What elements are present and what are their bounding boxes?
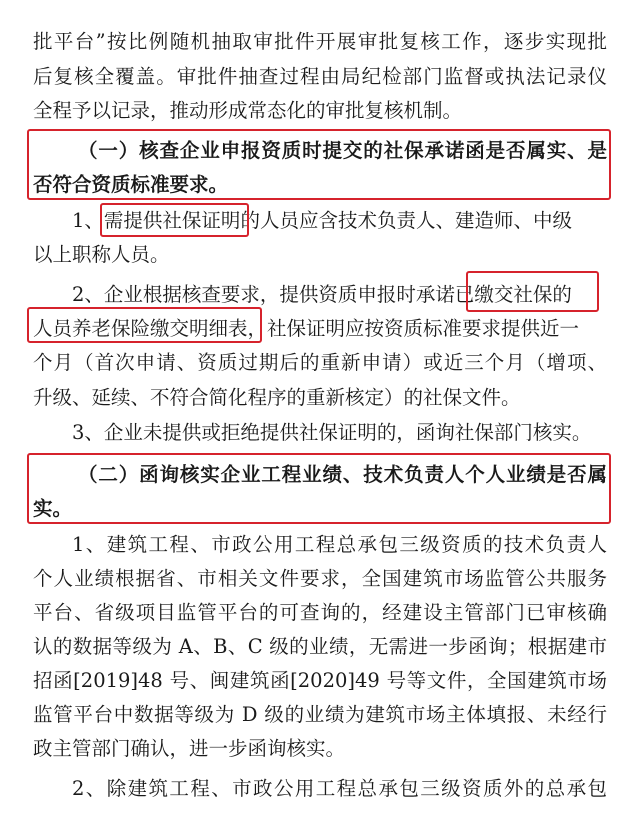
paragraph-line: 招函[2019]48 号、闽建筑函[2020]49 号等文件，全国建筑市场 [33, 669, 607, 692]
paragraph-line: 个人业绩根据省、市相关文件要求，全国建筑市场监管公共服务 [33, 567, 607, 590]
item-2-line-2 [33, 314, 607, 344]
highlight-social-security-proof: 需提供社保证明 [103, 209, 241, 232]
paragraph-line: 监管平台中数据等级为 D 级的业绩为建筑市场主体填报、未经行 [33, 703, 607, 726]
section-heading-2-line-2: 实。 [33, 497, 73, 520]
paragraph-line: 1、建筑工程、市政公用工程总承包三级资质的技术负责人 [72, 533, 607, 556]
paragraph-line: 2、除建筑工程、市政公用工程总承包三级资质外的总承包 [72, 777, 607, 800]
paragraph-line: 升级、延续、不符合简化程序的重新核定）的社保文件。 [33, 386, 521, 409]
paragraph-line: 全程予以记录，推动形成常态化的审批复核机制。 [33, 99, 463, 122]
section-heading-1-line-2: 否符合资质标准要求。 [33, 173, 229, 196]
paragraph-line: 批平台”按比例随机抽取审批件开展审批复核工作，逐步实现批 [33, 30, 607, 53]
item-text: ，社保证明应按资质标准要求提供近一 [247, 317, 580, 340]
section-heading-2-line-1: （二）函询核实企业工程业绩、技术负责人个人业绩是否属 [78, 463, 607, 486]
item-3: 3、企业未提供或拒绝提供社保证明的，函询社保部门核实。 [72, 421, 592, 444]
paragraph-line: 政主管部门确认，进一步函询核实。 [33, 737, 346, 760]
item-number: 1、 [72, 209, 104, 232]
paragraph-line: 平台、省级项目监管平台的可查询的，经建设主管部门已审核确 [33, 601, 607, 624]
paragraph-line: 个月（首次申请、资质过期后的重新申请）或近三个月（增项、 [33, 351, 607, 374]
paragraph-line: 后复核全覆盖。审批件抽查过程由局纪检部门监督或执法记录仪 [33, 65, 607, 88]
paragraph-line: 以上职称人员。 [33, 243, 170, 266]
highlight-pension-detail: 人员养老保险缴交明细表 [33, 317, 248, 340]
item-1-line-1 [72, 206, 607, 236]
item-text: 2、企业根据核查要求，提供资质申报时承诺 [72, 283, 455, 306]
item-text: 的人员应含技术负责人、建造师、中级 [240, 209, 572, 232]
section-heading-1-line-1: （一）核查企业申报资质时提交的社保承诺函是否属实、是 [78, 139, 607, 162]
highlight-paid-social-security: 已缴交社保的 [454, 283, 572, 306]
item-2-line-1 [72, 280, 607, 310]
paragraph-line: 认的数据等级为 A、B、C 级的业绩，无需进一步函询；根据建市 [33, 635, 607, 658]
